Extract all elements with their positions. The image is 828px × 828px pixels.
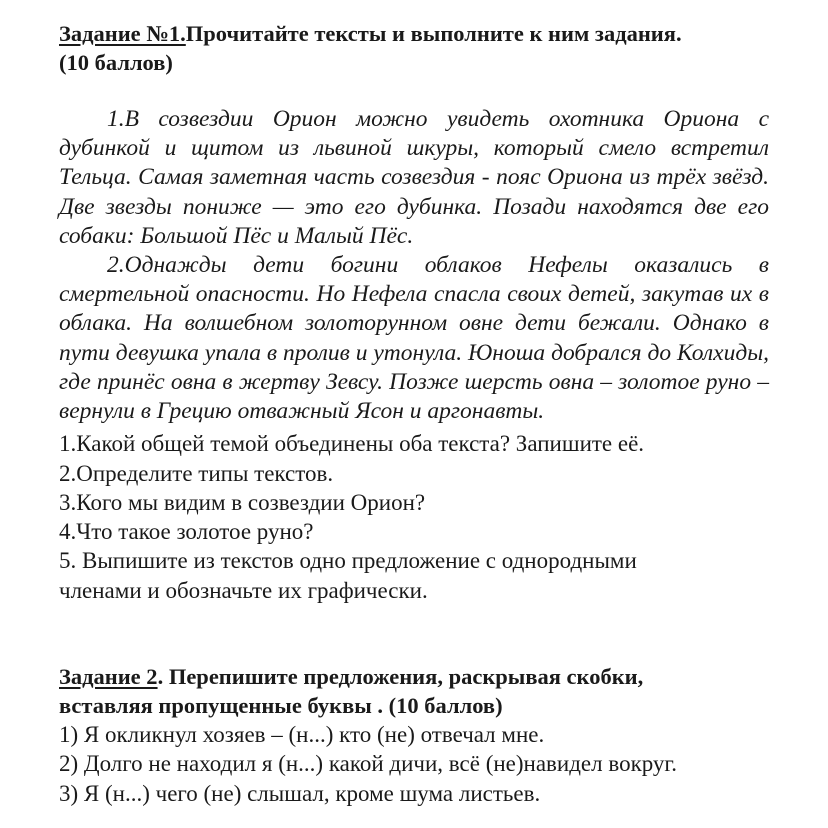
exercise-sentence: 3) Я (н...) чего (не) слышал, кроме шума листьев.: [59, 780, 541, 806]
task2-heading: [59, 662, 769, 720]
task2-instruction: . Перепишите предложения, раскрывая скобки,: [157, 664, 644, 690]
exercise-sentence: 1) Я окликнул хозяев – (н...) кто (не) отвечал мне.: [59, 722, 545, 748]
task1-number: Задание №1.: [59, 21, 186, 46]
question-item: 2.Определите типы текстов.: [59, 460, 334, 486]
exercise-sentence: 2) Долго не находил я (н...) какой дичи, всё (не)навидел вокруг.: [59, 751, 678, 777]
reading-text-1: 1.В созвездии Орион можно увидеть охотника Ориона с дубинкой и щитом из львиной шкуры, который смело встретил Тельца. Самая заметная часть созвездия - пояс Ориона из трёх звёзд. Две звезды пониже — это его дубинка. Позади находятся две его собаки: Большой Пёс и Малый Пёс.: [59, 106, 769, 249]
task2-number: Задание 2: [59, 664, 158, 690]
task2-instruction-line2: вставляя пропущенные буквы . (10 баллов): [59, 693, 503, 719]
question-item: 4.Что такое золотое руно?: [59, 519, 314, 545]
question-item: 1.Какой общей темой объединены оба текста? Запишите её.: [59, 431, 645, 457]
document-page: [59, 19, 769, 808]
questions-list: [59, 429, 769, 605]
question-item: 5. Выпишите из текстов одно предложение с однородными членами и обозначьте их графически.: [59, 548, 637, 603]
question-item: 3.Кого мы видим в созвездии Орион?: [59, 489, 426, 515]
task1-instruction: Прочитайте тексты и выполните к ним задания.: [185, 21, 682, 46]
reading-text-2: 2.Однажды дети богини облаков Нефелы оказались в смертельной опасности. Но Нефела спасла своих детей, закутав их в облака. На волшебном золоторунном овне дети бежали. Однако в пути девушка упала в пролив и утонула. Юноша добрался до Колхиды, где принёс овна в жертву Зевсу. Позже шерсть овна – золотое руно – вернули в Грецию отважный Ясон и аргонавты.: [59, 252, 769, 425]
task1-points: (10 баллов): [59, 50, 173, 75]
task1-heading: [59, 19, 769, 77]
